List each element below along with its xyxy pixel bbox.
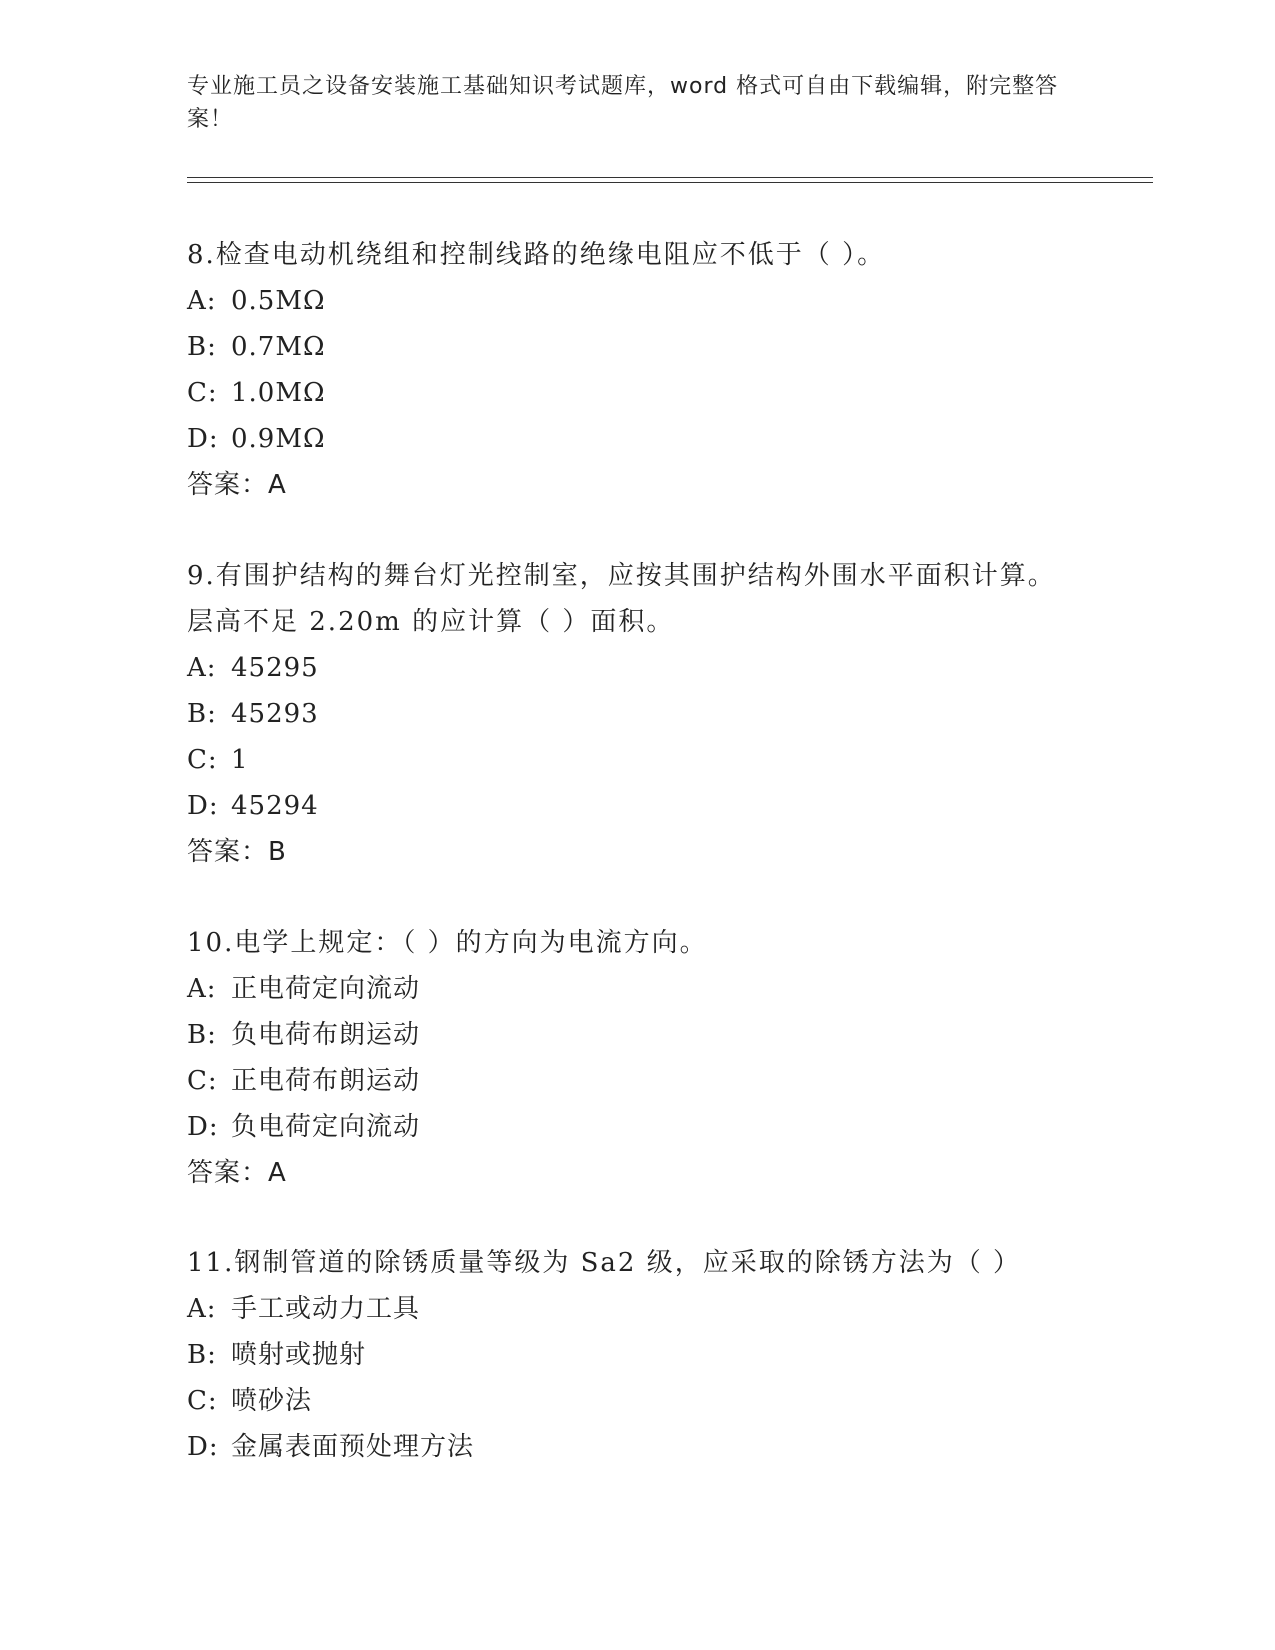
question-10 — [187, 920, 1087, 1196]
option-d — [187, 783, 1067, 829]
option-letter: B: — [187, 332, 217, 362]
option-letter: D: — [187, 1432, 219, 1462]
option-letter: C: — [187, 745, 218, 775]
question-11 — [187, 1240, 1087, 1470]
question-9 — [187, 553, 1067, 875]
option-letter: A: — [187, 286, 217, 316]
option-a — [187, 278, 1087, 324]
option-text: 0.7MΩ — [231, 332, 326, 362]
option-text: 正电荷定向流动 — [231, 974, 421, 1004]
question-stem: 9.有围护结构的舞台灯光控制室，应按其围护结构外围水平面积计算。层高不足 2.20m 的应计算（ ）面积。 — [187, 561, 1056, 637]
option-text: 45293 — [231, 699, 319, 729]
option-a — [187, 645, 1067, 691]
header-divider-bottom — [187, 182, 1153, 183]
option-letter: C: — [187, 378, 218, 408]
answer-label: 答案：A — [187, 1158, 287, 1188]
option-letter: B: — [187, 699, 217, 729]
option-text: 0.5MΩ — [231, 286, 326, 316]
option-letter: B: — [187, 1340, 217, 1370]
option-c — [187, 1058, 1087, 1104]
question-8 — [187, 232, 1087, 508]
option-b — [187, 691, 1067, 737]
option-c — [187, 1378, 1087, 1424]
option-b — [187, 1012, 1087, 1058]
option-d — [187, 416, 1087, 462]
option-text: 正电荷布朗运动 — [231, 1066, 421, 1096]
option-text: 喷射或抛射 — [231, 1340, 367, 1370]
answer-label: 答案：A — [187, 470, 287, 500]
option-text: 喷砂法 — [231, 1386, 313, 1416]
option-a — [187, 1286, 1087, 1332]
option-text: 1.0MΩ — [231, 378, 326, 408]
option-text: 0.9MΩ — [231, 424, 326, 454]
option-c — [187, 737, 1067, 783]
option-d — [187, 1424, 1087, 1470]
answer-label: 答案：B — [187, 837, 287, 867]
option-letter: A: — [187, 653, 217, 683]
option-text: 负电荷定向流动 — [231, 1112, 421, 1142]
option-b — [187, 1332, 1087, 1378]
option-letter: B: — [187, 1020, 217, 1050]
option-letter: D: — [187, 791, 219, 821]
header-divider-top — [187, 177, 1153, 178]
option-text: 手工或动力工具 — [231, 1294, 421, 1324]
option-letter: C: — [187, 1386, 218, 1416]
question-stem: 10.电学上规定：（ ）的方向为电流方向。 — [187, 928, 708, 958]
option-text: 负电荷布朗运动 — [231, 1020, 421, 1050]
option-d — [187, 1104, 1087, 1150]
option-text: 1 — [231, 745, 249, 775]
option-letter: A: — [187, 1294, 217, 1324]
option-letter: C: — [187, 1066, 218, 1096]
option-c — [187, 370, 1087, 416]
option-text: 45294 — [231, 791, 319, 821]
option-letter: D: — [187, 424, 219, 454]
option-b — [187, 324, 1087, 370]
option-text: 金属表面预处理方法 — [231, 1432, 475, 1462]
question-stem: 11.钢制管道的除锈质量等级为 Sa2 级，应采取的除锈方法为（ ） — [187, 1248, 1021, 1278]
option-a — [187, 966, 1087, 1012]
option-text: 45295 — [231, 653, 319, 683]
document-header: 专业施工员之设备安装施工基础知识考试题库，word 格式可自由下载编辑，附完整答案！ — [187, 74, 1059, 132]
option-letter: A: — [187, 974, 217, 1004]
question-stem: 8.检查电动机绕组和控制线路的绝缘电阻应不低于（ ）。 — [187, 240, 886, 270]
option-letter: D: — [187, 1112, 219, 1142]
